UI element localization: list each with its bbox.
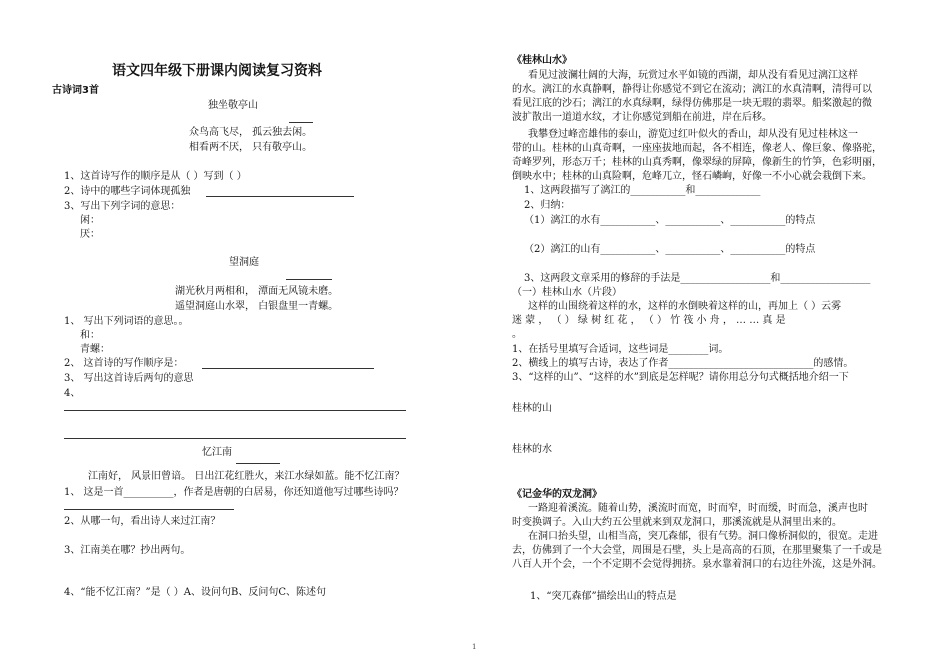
passage1-q2b: （2）漓江的山有___________、___________、___________的特点 (524, 244, 816, 255)
passage3-line3: 在洞口抬头望，山相当高，突兀森郁，很有气势。洞口像桥洞似的，很宽。走进 (528, 531, 878, 542)
passage1-p2-line3: 奇峰罗列，形态万千；桂林的山真秀啊，像翠绿的屏障，像新生的竹笋，色彩明丽， (512, 157, 882, 168)
poem1-title: 独坐敬亭山 (208, 100, 258, 111)
passage2-q3: 3、“这样的山”、“这样的水”到底是怎样呢？请你用总分句式概括地介绍一下 (512, 372, 849, 383)
poem3-q4: 4、“能不忆江南？”是（ ）A、设问句B、反问句C、陈述句 (64, 587, 326, 598)
poem2-author-blank (286, 279, 332, 280)
passage3-line2: 时变换调子。入山大约五公里就来到双龙洞口，那溪流就是从洞里出来的。 (512, 517, 842, 528)
section-label: 古诗词3首 (52, 85, 99, 96)
poem2-line1: 湖光秋月两相和， 潭面无风镜未磨。 (175, 286, 339, 297)
passage2-answer-water: 桂林的水 (512, 444, 552, 455)
passage1-q3: 3、这两段文章采用的修辞的手法是__________________和__________________ (524, 273, 871, 284)
passage1-p2-line1: 我攀登过峰峦雄伟的泰山，游览过红叶似火的香山，却从没有见过桂林这一 (528, 129, 858, 140)
poem1-word1: 闲： (80, 215, 100, 226)
poem3-line1: 江南好， 风景旧曾谙。 日出江花红胜火，来江水绿如蓝。能不忆江南？ (88, 471, 405, 482)
passage1-q2a: （1）漓江的水有___________、___________、___________的特点 (524, 215, 816, 226)
poem1-q1: 1、这首诗写作的顺序是从（ ）写到（ ） (64, 171, 247, 182)
page-number: 1 (472, 643, 477, 651)
passage2-title: （一）桂林山水（片段） (512, 287, 622, 298)
passage3-q1: 1、“突兀森郁”描绘出山的特点是 (530, 591, 677, 602)
poem1-q2: 2、诗中的哪些字词体现孤独 (64, 186, 191, 197)
poem2-q2: 2、 这首诗的写作顺序是： (64, 358, 184, 369)
poem3-author-blank (236, 463, 280, 464)
poem2-word2: 青螺： (80, 344, 110, 355)
poem1-line1: 众鸟高飞尽， 孤云独去闲。 (189, 127, 313, 138)
passage1-p1-line3: 看见江底的沙石；漓江的水真绿啊，绿得仿佛那是一块无瑕的翡翠。船桨激起的微 (512, 98, 872, 109)
passage1-title: 《桂林山水》 (512, 55, 572, 66)
passage2-q1: 1、在括号里填写合适词，这些词是________词。 (512, 344, 729, 355)
poem1-author-blank (289, 122, 313, 123)
passage1-p1-line4: 波扩散出一道道水纹，才让你感觉到船在前进，岸在后移。 (512, 112, 772, 123)
passage2-line2: 迷 蒙 ， （ ） 绿 树 红 花 ， （ ） 竹 筏 小 舟 ， … … 真 是 (512, 315, 786, 326)
poem1-q3: 3、写出下列字词的意思： (64, 201, 181, 212)
passage1-q1: 1、这两段描写了漓江的___________和_____________ (524, 185, 761, 196)
poem2-word1: 和： (80, 330, 100, 341)
poem2-q3: 3、 写出这首诗后两句的意思 (64, 373, 194, 384)
passage1-p2-line2: 带的山。桂林的山真奇啊，一座座拔地而起，各不相连，像老人、像巨象、像骆驼， (512, 143, 882, 154)
passage1-p2-line4: 倒映水中；桂林的山真险啊，危峰兀立，怪石嶙峋，好像一不小心就会栽倒下来。 (512, 171, 872, 182)
passage2-q2: 2、横线上的填写古诗，表达了作者_____________________________的感情。 (512, 358, 854, 369)
poem3-q1: 1、 这是一首__________，作者是唐朝的白居易，你还知道他写过哪些诗吗？ (64, 487, 404, 498)
passage3-line5: 八百人开个会，一个不定期不会觉得拥挤。泉水靠着洞口的右边往外流，这是外洞。 (512, 559, 882, 570)
poem3-q1-answer-line (64, 509, 234, 510)
passage3-line4: 去，仿佛到了一个大会堂，周围是石壁，头上是高高的石顶，在那里聚集了一千或是 (512, 545, 882, 556)
passage2-line1: 这样的山围绕着这样的水，这样的水倒映着这样的山，再加上（ ）云雾 (528, 301, 842, 312)
poem2-answer-line-2 (64, 438, 406, 439)
poem2-q1: 1、 写出下列词语的意思。。 (64, 316, 189, 327)
passage1-q2: 2、归纳： (524, 200, 571, 211)
poem2-answer-line-1 (64, 410, 406, 411)
poem1-line2: 相看两不厌， 只有敬亭山。 (189, 142, 313, 153)
passage1-p1-line1: 看见过波澜壮阔的大海，玩赏过水平如镜的西湖，却从没有看见过漓江这样 (528, 70, 858, 81)
passage2-line3: 。 (512, 329, 522, 340)
passage3-line1: 一路迎着溪流。随着山势，溪流时而宽，时而窄，时而缓，时而急，溪声也时 (528, 503, 868, 514)
document-title: 语文四年级下册课内阅读复习资料 (112, 63, 322, 79)
poem2-q2-answer-line (202, 368, 374, 369)
passage2-answer-mountains: 桂林的山 (512, 403, 552, 414)
poem3-q2: 2、从哪一句，看出诗人来过江南？ (64, 516, 221, 527)
poem1-q2-answer-line (206, 196, 354, 197)
poem3-title: 忆江南 (202, 447, 232, 458)
poem3-q3: 3、江南美在哪？抄出两句。 (64, 545, 191, 556)
poem2-q4: 4、 (64, 388, 81, 399)
poem2-title: 望洞庭 (229, 257, 259, 268)
passage3-title: 《记金华的双龙洞》 (512, 489, 602, 500)
poem2-line2: 遥望洞庭山水翠， 白银盘里一青螺。 (175, 301, 339, 312)
poem1-word2: 厌： (80, 229, 100, 240)
passage1-p1-line2: 的水。漓江的水真静啊，静得让你感觉不到它在流动；漓江的水真清啊，清得可以 (512, 84, 872, 95)
